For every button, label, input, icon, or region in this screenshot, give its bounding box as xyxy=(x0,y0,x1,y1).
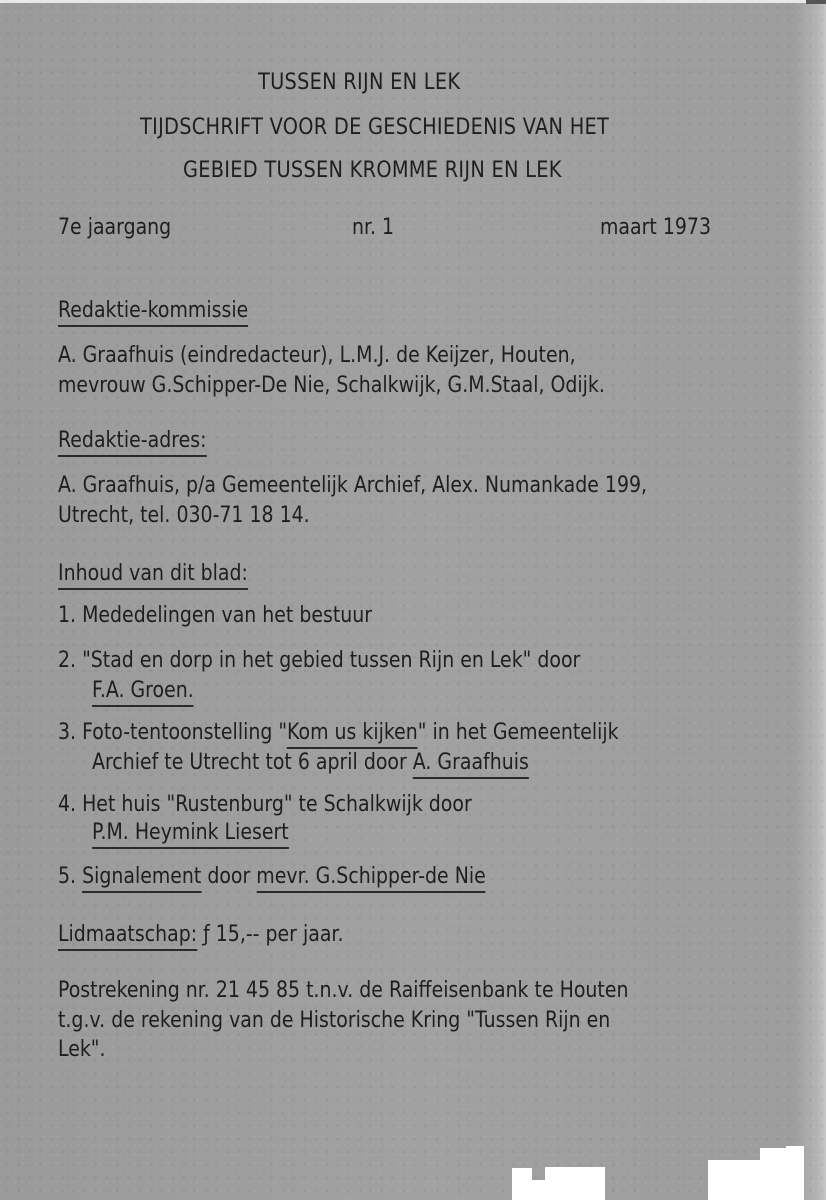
contents-item-3-line2 xyxy=(92,750,529,775)
item-title: "Stad en dorp in het gebied tussen Rijn en Lek" door xyxy=(82,648,581,673)
editorial-board-heading xyxy=(58,298,248,323)
item-title: Mededelingen van het bestuur xyxy=(82,603,373,628)
item-author: F.A. Groen. xyxy=(92,678,194,707)
contents-item-5 xyxy=(58,864,486,889)
item-text-post: " in het Gemeentelijk xyxy=(417,720,619,745)
item-number: 3. xyxy=(58,720,77,745)
payment-line1: Postrekening nr. 21 45 85 t.n.v. de Raiffeisenbank te Houten xyxy=(58,978,629,1003)
item-title: Het huis "Rustenburg" te Schalkwijk door xyxy=(82,792,472,817)
item-title: Signalement xyxy=(82,864,201,893)
item-number: 2. xyxy=(58,648,77,673)
contents-item-2-author xyxy=(92,678,194,703)
journal-title: TUSSEN RIJN EN LEK xyxy=(258,70,461,95)
item-text-pre: Foto-tentoonstelling " xyxy=(82,720,288,745)
contents-heading xyxy=(58,561,248,586)
contents-item-2 xyxy=(58,648,580,673)
item-author: A. Graafhuis xyxy=(413,750,529,779)
torn-paper-patch xyxy=(708,1160,804,1200)
journal-subtitle-line1: TIJDSCHRIFT VOOR DE GESCHIEDENIS VAN HET xyxy=(140,115,610,140)
issue-number: nr. 1 xyxy=(352,215,395,240)
editorial-address-heading-text: Redaktie-adres: xyxy=(58,428,206,457)
torn-paper-patch xyxy=(512,1168,532,1200)
editorial-address-line2: Utrecht, tel. 030-71 18 14. xyxy=(58,503,310,528)
item-number: 4. xyxy=(58,792,77,817)
membership-value: ƒ 15,-- per jaar. xyxy=(197,922,344,947)
torn-paper-patch xyxy=(786,1146,804,1152)
item-number: 1. xyxy=(58,603,77,628)
payment-line3: Lek". xyxy=(58,1037,106,1062)
page-top-edge xyxy=(0,0,826,3)
issue-date: maart 1973 xyxy=(600,215,711,240)
journal-subtitle-line2: GEBIED TUSSEN KROMME RIJN EN LEK xyxy=(183,158,562,183)
editorial-board-line1: A. Graafhuis (eindredacteur), L.M.J. de Keijzer, Houten, xyxy=(58,343,576,368)
corner-mark xyxy=(806,0,826,4)
payment-line2: t.g.v. de rekening van de Historische Kring "Tussen Rijn en xyxy=(58,1008,611,1033)
item-author: P.M. Heymink Liesert xyxy=(92,820,289,849)
editorial-address-line1: A. Graafhuis, p/a Gemeentelijk Archief, Alex. Numankade 199, xyxy=(58,473,648,498)
item-author: mevr. G.Schipper-de Nie xyxy=(256,864,485,893)
membership-label: Lidmaatschap: xyxy=(58,922,197,951)
issue-volume: 7e jaargang xyxy=(58,215,172,240)
contents-item-1 xyxy=(58,603,372,628)
contents-item-3 xyxy=(58,720,619,745)
item-number: 5. xyxy=(58,864,77,889)
item-text: Archief te Utrecht tot 6 april door xyxy=(92,750,413,775)
contents-item-4-author xyxy=(92,820,289,845)
membership xyxy=(58,922,343,947)
torn-paper-patch xyxy=(530,1180,560,1200)
item-exhibition-title: Kom us kijken xyxy=(287,720,418,749)
editorial-address-heading xyxy=(58,428,206,453)
contents-item-4 xyxy=(58,792,472,817)
contents-heading-text: Inhoud van dit blad: xyxy=(58,561,248,590)
item-text: door xyxy=(201,864,257,889)
editorial-board-heading-text: Redaktie-kommissie xyxy=(58,298,248,327)
editorial-board-line2: mevrouw G.Schipper-De Nie, Schalkwijk, G.M.Staal, Odijk. xyxy=(58,373,605,398)
